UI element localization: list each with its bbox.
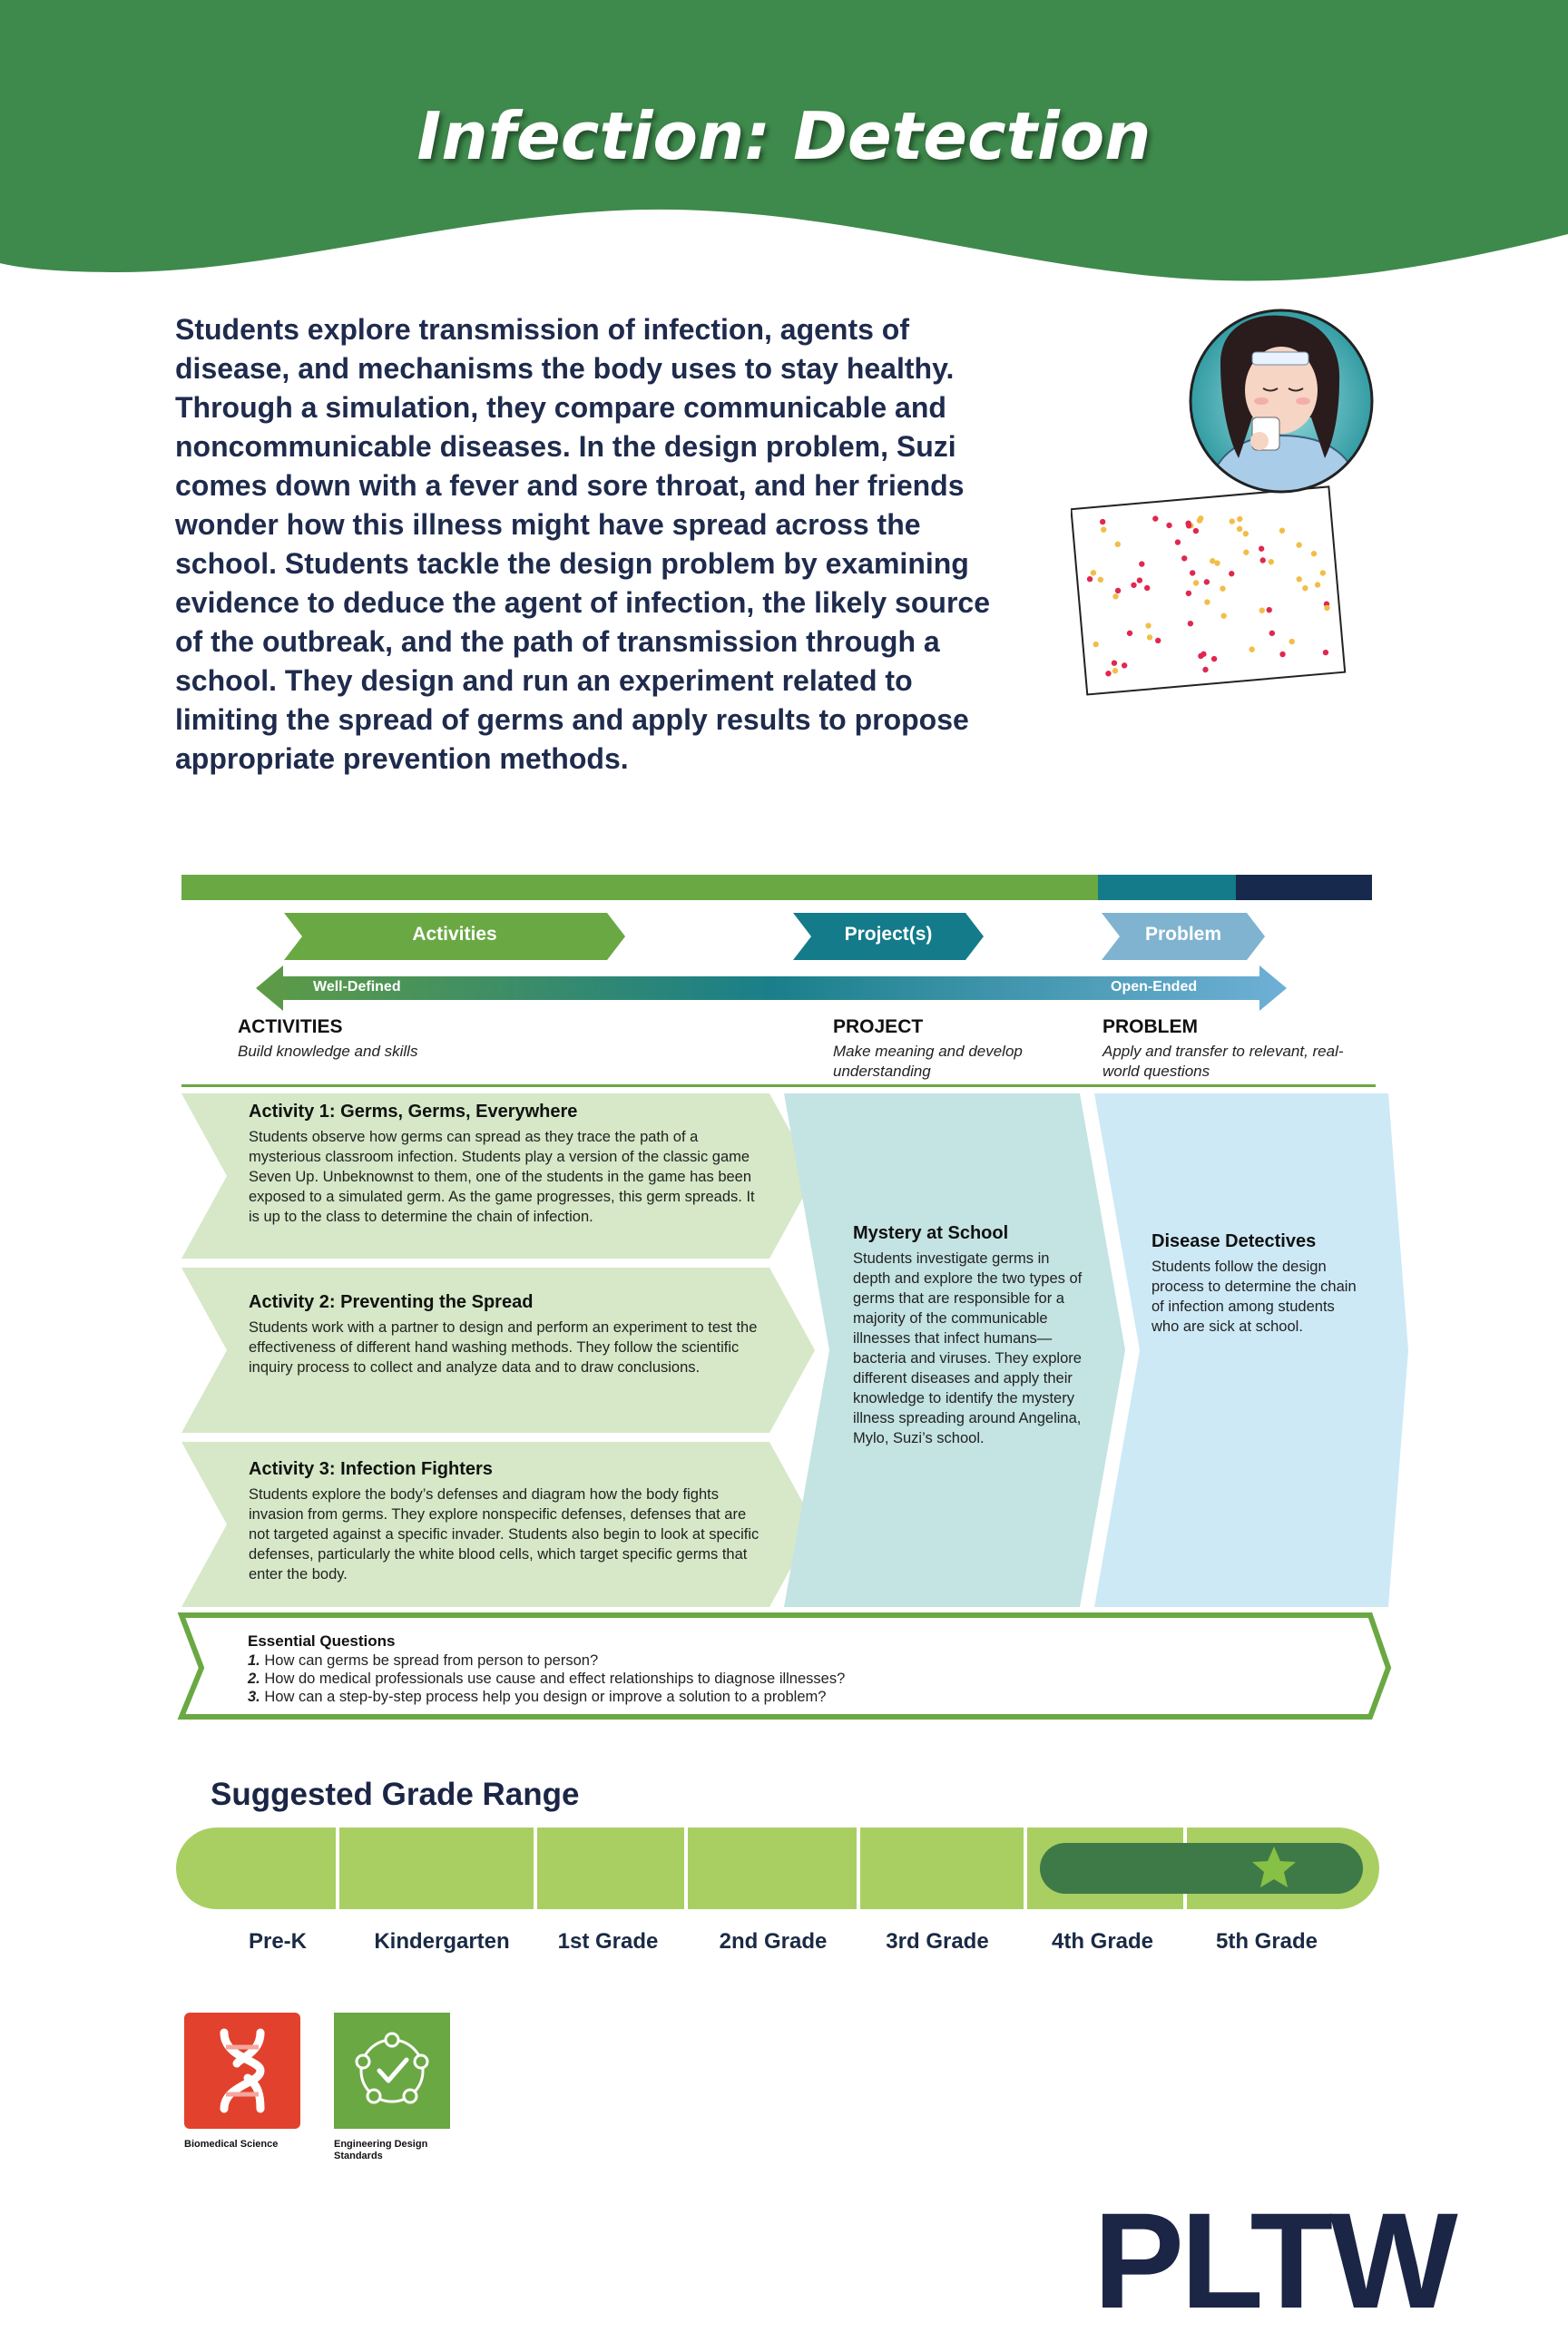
essential-question-1-number: 1.: [248, 1652, 260, 1669]
intro-paragraph: Students explore transmission of infection, agents of disease, and mechanisms the body uses to stay healthy. Through a simulation, they compare communicable and noncommunicable diseases. In the design problem, Suzi comes down with a fever and sore throat, and her friends wonder how this illness might have spread across the school. Students tackle the design problem by examining evidence to deduce the agent of infection, the likely source of the outbreak, and the path of transmission through a school. They design and run an experiment related to limiting the spread of germs and apply results to propose appropriate prevention methods.: [175, 313, 990, 775]
grade-range-selection: [1040, 1843, 1363, 1894]
problem-title: Disease Detectives: [1152, 1231, 1317, 1251]
activity-3-body: Students explore the body’s defenses and diagram how the body fights invasion from germs. They explore nonspecific defenses, defenses that are not targeted against a specific invader. Students also begin to look at specific defenses, particularly the white blood cells, which target specific germs that enter the body.: [249, 1486, 760, 1583]
spectrum-right-label: Open-Ended: [1111, 979, 1198, 995]
grade-label-kindergarten: Kindergarten: [374, 1929, 510, 1954]
grade-label-4th: 4th Grade: [1051, 1929, 1154, 1954]
grade-range-heading: Suggested Grade Range: [211, 1777, 580, 1812]
grade-range-bar: [176, 1828, 1379, 1909]
activity-1-title: Activity 1: Germs, Germs, Everywhere: [249, 1102, 578, 1122]
essential-question-2-number: 2.: [248, 1671, 260, 1687]
essential-question-3: [248, 1688, 826, 1706]
spectrum-left-label: Well-Defined: [313, 979, 401, 995]
grade-label-3rd: 3rd Grade: [886, 1929, 989, 1954]
biomedical-science-caption: Biomedical Science: [184, 2139, 279, 2150]
activity-2-title: Activity 2: Preventing the Spread: [249, 1292, 534, 1312]
essential-question-2-text: How do medical professionals use cause and effect relationships to diagnose illnesses?: [264, 1671, 846, 1687]
essential-question-1-text: How can germs be spread from person to person?: [264, 1652, 599, 1669]
essential-question-3-number: 3.: [248, 1689, 260, 1705]
activities-column-subtitle: Build knowledge and skills: [238, 1043, 418, 1060]
activities-arrow-label: Activities: [412, 924, 497, 945]
biomedical-science-logo: [184, 2013, 300, 2129]
problem-column-subtitle: Apply and transfer to relevant, real-world questions: [1102, 1043, 1344, 1080]
grade-label-5th: 5th Grade: [1215, 1929, 1318, 1954]
project-column-title: PROJECT: [833, 1016, 924, 1037]
activity-2-body: Students work with a partner to design and perform an experiment to test the effectiveness of different hand washing methods. They follow the scientific inquiry process to collect and analyze data and to draw conclusions.: [249, 1319, 758, 1376]
activities-column-title: ACTIVITIES: [238, 1016, 343, 1037]
project-column-subtitle: Make meaning and develop understanding: [833, 1043, 1023, 1080]
activity-3-title: Activity 3: Infection Fighters: [249, 1459, 493, 1479]
essential-questions-title: Essential Questions: [248, 1632, 396, 1650]
engineering-design-standards-caption: Engineering Design Standards: [334, 2139, 428, 2161]
problem-arrow-label: Problem: [1144, 924, 1222, 945]
projects-arrow-label: Project(s): [844, 924, 933, 945]
essential-question-1: [248, 1651, 598, 1670]
activity-1-body: Students observe how germs can spread as they trace the path of a mysterious classroom infection. Students play a version of the classic game Seven Up. Unbeknownst to them, one of the students in the game has been exposed to a simulated germ. As the game progresses, this germ spreads. It is up to the class to determine the chain of infection.: [249, 1129, 755, 1225]
grade-label-2nd: 2nd Grade: [719, 1929, 828, 1954]
essential-question-3-text: How can a step-by-step process help you design or improve a solution to a problem?: [264, 1689, 827, 1705]
problem-column-title: PROBLEM: [1102, 1016, 1198, 1037]
project-title: Mystery at School: [853, 1223, 1009, 1243]
essential-question-2: [248, 1670, 845, 1688]
page-title: Infection: Detection: [416, 98, 1152, 174]
project-body: Students investigate germs in depth and explore the two types of germs that are responsible for a majority of the communicable illnesses that infect humans—bacteria and viruses. They explore different diseases and apply their knowledge to identify the mystery illness spreading around Angelina, Mylo, Suzi’s school.: [853, 1250, 1083, 1446]
grade-label-1st: 1st Grade: [557, 1929, 659, 1954]
problem-body: Students follow the design process to determine the chain of infection among students who are sick at school.: [1152, 1259, 1357, 1335]
engineering-design-standards-logo: [334, 2013, 450, 2129]
pltw-logo: PLTW: [1093, 2184, 1455, 2337]
grade-label-prek: Pre-K: [248, 1929, 308, 1954]
